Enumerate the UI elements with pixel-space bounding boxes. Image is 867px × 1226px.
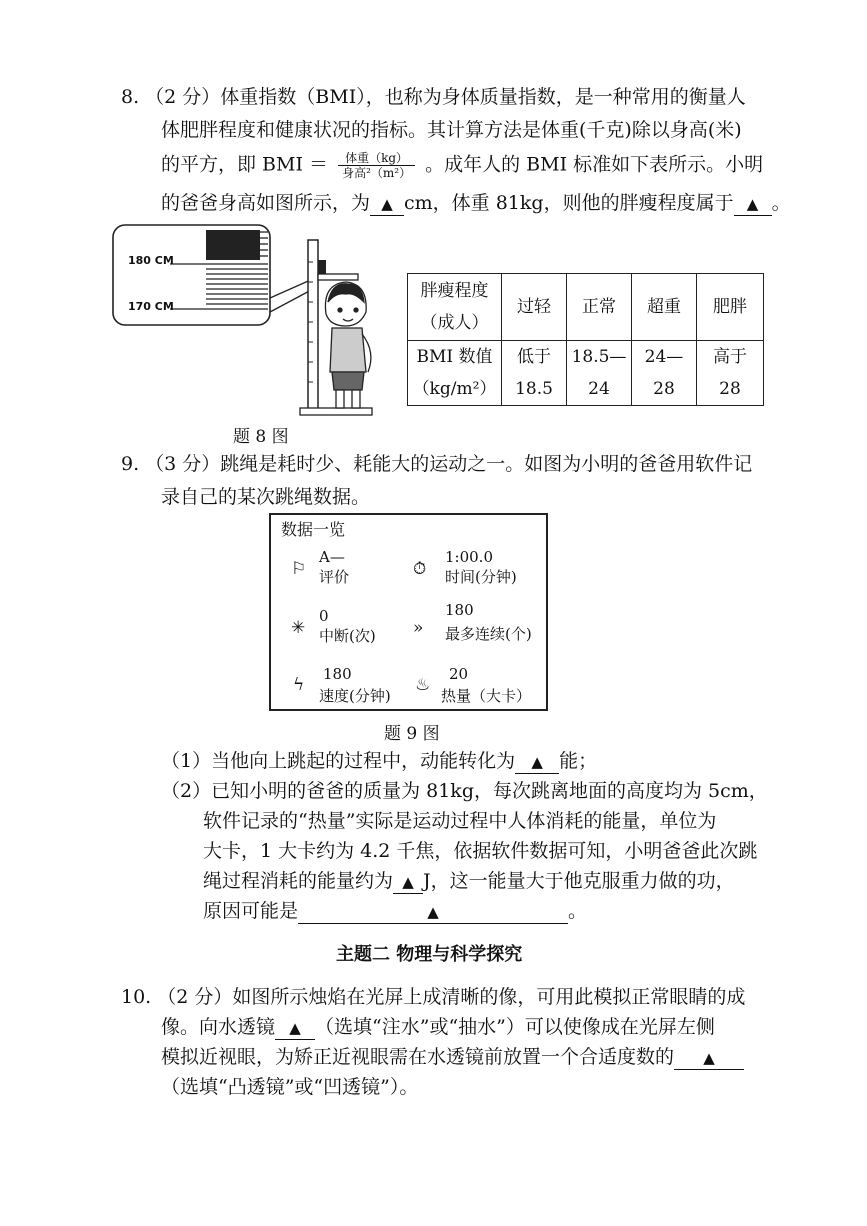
- table-row: [408, 341, 764, 406]
- energy-type-blank[interactable]: [515, 750, 559, 774]
- table-cell: 过轻: [502, 274, 567, 341]
- bmi-category-blank[interactable]: [734, 192, 772, 216]
- q9-sub2-line5-pre: 原因可能是: [203, 900, 299, 922]
- table-cell: 18.5— 24: [567, 341, 632, 406]
- q9-sub1-post: 能；: [559, 750, 598, 772]
- rating-value: A—: [319, 548, 345, 566]
- q9-sub2-line1: （2）已知小明的爸爸的质量为 81kg，每次跳离地面的高度均为 5cm，: [161, 780, 768, 802]
- q9-sub2-line4: [203, 868, 735, 894]
- table-cell: 正常: [567, 274, 632, 341]
- streak-label: 最多连续(个): [445, 625, 532, 643]
- ruler-label-170: 170 CM: [128, 300, 174, 313]
- table-cell: 超重: [632, 274, 697, 341]
- triangle-mark: ▲: [402, 873, 414, 891]
- q9-sub2-line3: 大卡，1 大卡约为 4.2 千焦，依据软件数据可知，小明爸爸此次跳: [203, 840, 758, 862]
- base-plate: [300, 408, 372, 415]
- energy-amount-blank[interactable]: [393, 870, 423, 894]
- child-illustration: [325, 282, 370, 408]
- q10-line2-pre: 像。向水透镜: [161, 1016, 276, 1038]
- q9-sub2-line2: 软件记录的“热量”实际是运动过程中人体消耗的能量，单位为: [203, 810, 717, 832]
- q8-line4-mid: cm，体重 81kg，则他的胖瘦程度属于: [404, 192, 734, 214]
- measuring-pole: [308, 240, 318, 412]
- q9-sub1: [161, 748, 597, 774]
- q9-sub1-pre: （1）当他向上跳起的过程中，动能转化为: [161, 750, 516, 772]
- jump-rope-data-panel: [269, 513, 548, 711]
- reason-blank[interactable]: [298, 900, 568, 924]
- triangle-mark: ▲: [703, 1049, 715, 1067]
- q9-sub2-line4-post: J，这一能量大于他克服重力做的功，: [423, 870, 735, 892]
- bmi-formula: [338, 151, 415, 180]
- q10-line4: （选填“凸透镜”或“凹透镜”）。: [161, 1076, 419, 1098]
- calorie-label: 热量（大卡）: [441, 687, 532, 705]
- table-cell: BMI 数值 （kg/m²）: [408, 341, 502, 406]
- time-label: 时间(分钟): [445, 568, 517, 586]
- speed-label: 速度(分钟): [319, 687, 391, 705]
- bmi-table: [407, 273, 764, 406]
- q8-line4-pre: 的爸爸身高如图所示，为: [161, 192, 371, 214]
- ruler-label-180: 180 CM: [128, 254, 174, 267]
- corrective-lens-blank[interactable]: [674, 1046, 744, 1070]
- break-value: 0: [319, 607, 329, 625]
- triangle-mark: ▲: [381, 195, 393, 213]
- streak-icon: »: [413, 618, 424, 638]
- q10-line3: [161, 1044, 744, 1070]
- q9-sub2-line4-pre: 绳过程消耗的能量约为: [203, 870, 394, 892]
- speed-icon: ϟ: [293, 675, 305, 695]
- q9-line1: 9. （3 分）跳绳是耗时少、耗能大的运动之一。如图为小明的爸爸用软件记: [121, 453, 753, 475]
- triangle-mark: ▲: [531, 753, 543, 771]
- q10-line3-pre: 模拟近视眼，为矫正近视眼需在水透镜前放置一个合适度数的: [161, 1046, 675, 1068]
- flame-icon: ♨: [415, 675, 431, 695]
- table-cell: 低于 18.5: [502, 341, 567, 406]
- triangle-mark: ▲: [289, 1019, 301, 1037]
- figure8-caption: 题 8 图: [233, 427, 289, 447]
- q8-line3-post: 。成年人的 BMI 标准如下表所示。小明: [425, 153, 764, 176]
- triangle-mark: ▲: [427, 903, 439, 921]
- time-value: 1:00.0: [445, 548, 493, 566]
- q8-line4-end: 。: [771, 192, 791, 214]
- q9-line2: 录自己的某次跳绳数据。: [161, 486, 371, 508]
- table-cell: 高于 28: [697, 341, 764, 406]
- streak-value: 180: [445, 601, 474, 619]
- ruler-dark-band: [206, 230, 260, 260]
- head-bar: [318, 274, 358, 280]
- q8-line1: 8. （2 分）体重指数（BMI），也称为身体质量指数，是一种常用的衡量人: [121, 86, 746, 108]
- bmi-denominator: 身高²（m²）: [342, 166, 412, 180]
- table-cell: 胖瘦程度 （成人）: [408, 274, 502, 341]
- rating-label: 评价: [319, 568, 350, 586]
- q8-line2: 体肥胖程度和健康状况的指标。其计算方法是体重(千克)除以身高(米): [161, 119, 742, 141]
- triangle-mark: ▲: [746, 195, 759, 213]
- q10-line1: 10. （2 分）如图所示烛焰在光屏上成清晰的像，可用此模拟正常眼睛的成: [121, 986, 746, 1008]
- q8-line3-pre: 的平方，即 BMI ＝: [161, 153, 329, 176]
- timer-icon: ⏱: [413, 559, 427, 579]
- q10-line2-post: （选填“注水”或“抽水”）可以使像成在光屏左侧: [315, 1016, 715, 1038]
- break-label: 中断(次): [319, 627, 376, 645]
- water-lens-blank[interactable]: [275, 1016, 315, 1040]
- figure9-caption: 题 9 图: [384, 724, 440, 744]
- rating-icon: ⚐: [291, 559, 307, 579]
- section-heading: 主题二 物理与科学探究: [336, 944, 523, 965]
- table-cell: 24— 28: [632, 341, 697, 406]
- q8-line3: [161, 151, 763, 180]
- table-cell: 肥胖: [697, 274, 764, 341]
- table-row: [408, 274, 764, 341]
- bmi-numerator: 体重（kg）: [338, 151, 415, 166]
- q9-sub2-line5: [203, 898, 587, 924]
- q8-line4: [161, 190, 791, 216]
- break-icon: ✳: [291, 618, 306, 638]
- height-measure-figure: [110, 222, 400, 418]
- speed-value: 180: [323, 665, 352, 683]
- height-answer-blank[interactable]: [370, 192, 404, 216]
- q9-sub2-line5-post: 。: [568, 900, 588, 922]
- q10-line2: [161, 1014, 715, 1040]
- calorie-value: 20: [449, 665, 469, 683]
- panel-title: 数据一览: [281, 520, 346, 539]
